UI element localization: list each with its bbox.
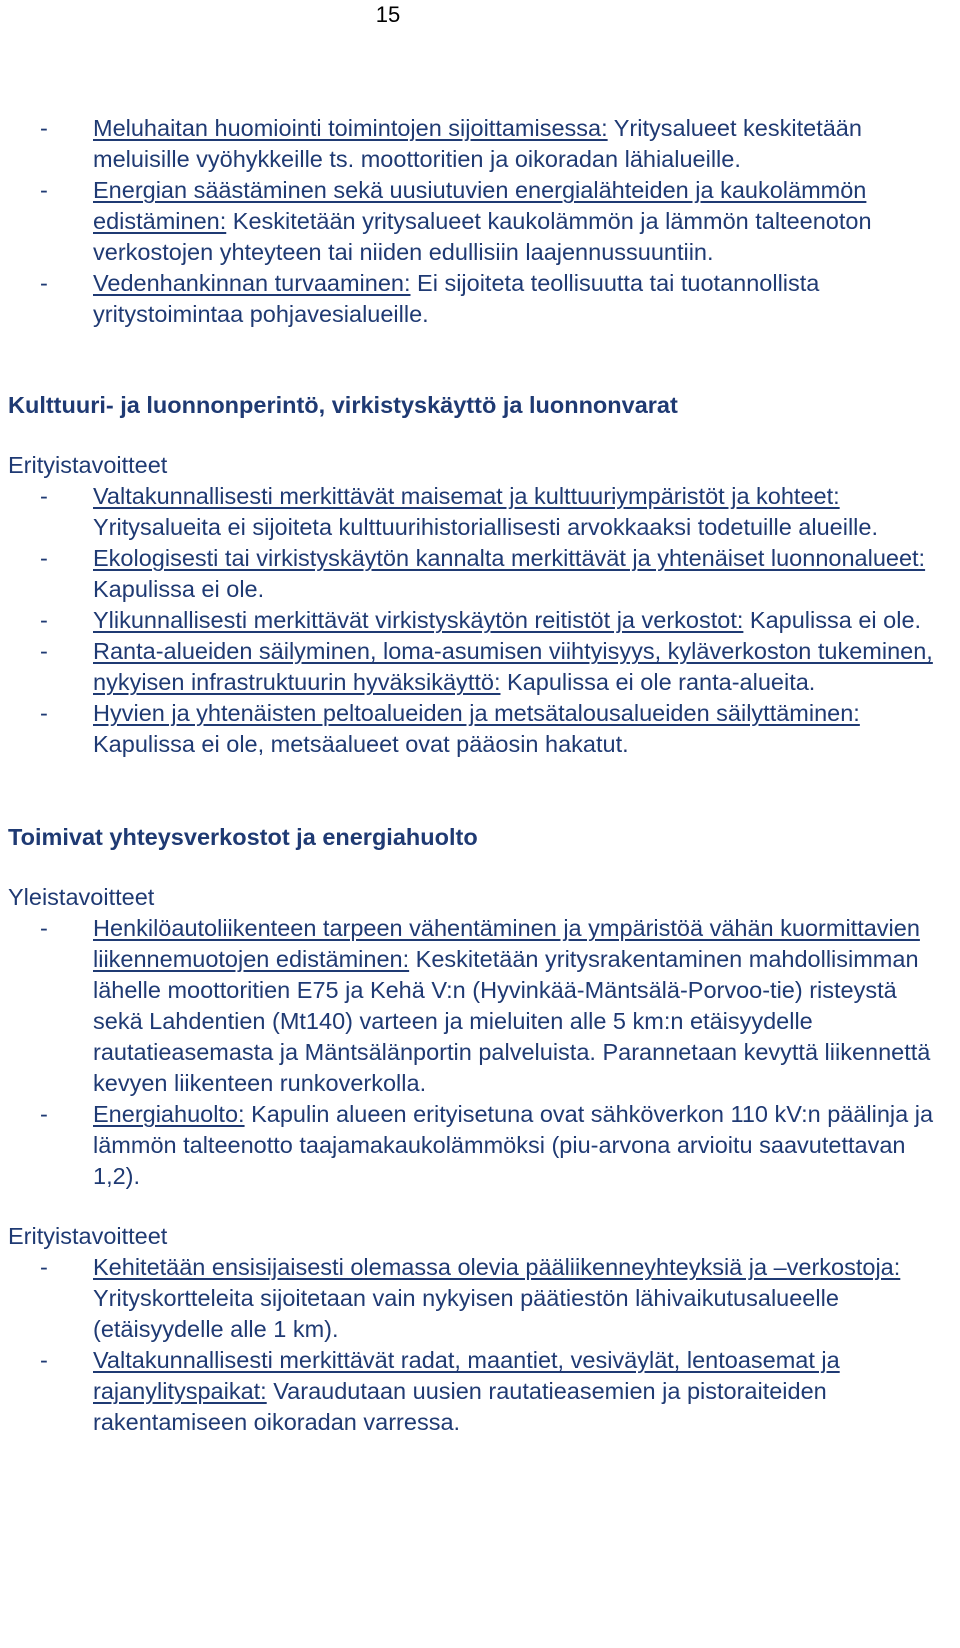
- culture-list: [0, 481, 960, 760]
- item-label: Ekologisesti tai virkistyskäytön kannalta merkittävät ja yhtenäiset luonnonalueet:: [93, 545, 926, 571]
- item-label: Valtakunnallisesti merkittävät radat, maantiet, vesiväylät, lentoasemat ja rajanylityspaikat:: [93, 1347, 840, 1404]
- item-text: Yrityskortteleita sijoitetaan vain nykyisen päätiestön lähivaikutusalueelle (etäisyydelle alle 1 km).: [93, 1285, 839, 1342]
- item-text: Keskitetään yritysrakentaminen mahdollisimman lähelle moottoritien E75 ja Kehä V:n (Hyvinkää-Mäntsälä-Porvoo-tie) risteystä sekä Lahdentien (Mt140) varteen ja mieluiten alle 5 km:n etäisyydelle rautatieasemasta ja Mäntsälänportin palveluista. Parannetaan kevyttä liikennettä kevyen liikenteen runkoverkolla.: [93, 946, 931, 1096]
- subheading-general-goals: Yleistavoitteet: [8, 884, 155, 910]
- list-item: - Ekologisesti tai virkistyskäytön kannalta merkittävät ja yhtenäiset luonnonalueet: Kapulissa ei ole.: [40, 545, 926, 602]
- item-label: Ylikunnallisesti merkittävät virkistyskäytön reitistöt ja verkostot:: [93, 607, 744, 633]
- item-label: Energian säästäminen sekä uusiutuvien energialähteiden ja kaukolämmön edistäminen:: [93, 177, 867, 234]
- item-label: Ranta-alueiden säilyminen, loma-asumisen viihtyisyys, kyläverkoston tukeminen, nykyisen infrastruktuurin hyväksikäyttö:: [93, 638, 933, 695]
- list-item: - Energiahuolto: Kapulin alueen erityisetuna ovat sähköverkon 110 kV:n päälinja ja lämmön talteenotto taajamakaukolämmöksi (piu-arvona arvioitu saavutettavan 1,2).: [40, 1101, 934, 1189]
- subheading-special-goals: Erityistavoitteet: [8, 1223, 168, 1249]
- list-item: - Energian säästäminen sekä uusiutuvien energialähteiden ja kaukolämmön edistäminen: Keskitetään yritysalueet kaukolämmön ja lämmön talteenoton verkostojen yhteyteen tai niiden edullisiin laajennussuuntiin.: [40, 177, 872, 265]
- list-item: - Ranta-alueiden säilyminen, loma-asumisen viihtyisyys, kyläverkoston tukeminen, nykyisen infrastruktuurin hyväksikäyttö: Kapulissa ei ole ranta-alueita.: [40, 638, 933, 695]
- top-list: [0, 113, 960, 330]
- item-label: Kehitetään ensisijaisesti olemassa olevia pääliikenneyhteyksiä ja –verkostoja:: [93, 1254, 901, 1280]
- item-text: Varaudutaan uusien rautatieasemien ja pistoraiteiden rakentamiseen oikoradan varressa.: [93, 1378, 827, 1435]
- networks-special-list: [0, 1252, 960, 1438]
- list-item: - Hyvien ja yhtenäisten peltoalueiden ja metsätalousalueiden säilyttäminen: Kapulissa ei ole, metsäalueet ovat pääosin hakatut.: [40, 700, 860, 757]
- list-item: - Valtakunnallisesti merkittävät radat, maantiet, vesiväylät, lentoasemat ja rajanylityspaikat: Varaudutaan uusien rautatieasemien ja pistoraiteiden rakentamiseen oikoradan varressa.: [40, 1347, 840, 1435]
- item-label: Hyvien ja yhtenäisten peltoalueiden ja metsätalousalueiden säilyttäminen:: [93, 700, 860, 726]
- networks-general-list: [0, 913, 960, 1192]
- item-text: Kapulissa ei ole.: [743, 607, 922, 633]
- item-text: Ei sijoiteta teollisuutta tai tuotannollista yritystoimintaa pohjavesialueille.: [93, 270, 820, 327]
- list-item: - Kehitetään ensisijaisesti olemassa olevia pääliikenneyhteyksiä ja –verkostoja: Yrityskortteleita sijoitetaan vain nykyisen päätiestön lähivaikutusalueelle (etäisyydelle alle 1 km).: [40, 1254, 901, 1342]
- section-heading-culture: Kulttuuri- ja luonnonperintö, virkistyskäyttö ja luonnonvarat: [8, 392, 678, 418]
- list-item: - Valtakunnallisesti merkittävät maisemat ja kulttuuriympäristöt ja kohteet: Yritysalueita ei sijoiteta kulttuurihistoriallisesti arvokkaaksi todetuille alueille.: [40, 483, 879, 540]
- item-label: Henkilöautoliikenteen tarpeen vähentäminen ja ympäristöä vähän kuormittavien liikennemuotojen edistäminen:: [93, 915, 920, 972]
- item-label: Vedenhankinnan turvaaminen:: [93, 270, 411, 296]
- section-heading-networks: Toimivat yhteysverkostot ja energiahuolto: [8, 824, 478, 850]
- item-text: Kapulissa ei ole, metsäalueet ovat pääosin hakatut.: [93, 731, 629, 757]
- list-item: - Meluhaitan huomiointi toimintojen sijoittamisessa: Yritysalueet keskitetään meluisille vyöhykkeille ts. moottoritien ja oikoradan lähialueille.: [40, 115, 862, 172]
- subheading-special-goals: Erityistavoitteet: [8, 452, 168, 478]
- item-label: Energiahuolto:: [93, 1101, 245, 1127]
- item-label: Meluhaitan huomiointi toimintojen sijoittamisessa:: [93, 115, 608, 141]
- item-text: Keskitetään yritysalueet kaukolämmön ja lämmön talteenoton verkostojen yhteyteen tai niiden edullisiin laajennussuuntiin.: [93, 208, 872, 265]
- page-number: 15: [375, 2, 401, 27]
- item-text: Yritysalueet keskitetään meluisille vyöhykkeille ts. moottoritien ja oikoradan lähialueille.: [93, 115, 862, 172]
- list-item: - Vedenhankinnan turvaaminen: Ei sijoiteta teollisuutta tai tuotannollista yritystoimintaa pohjavesialueille.: [40, 270, 820, 327]
- document-body: [0, 113, 960, 1438]
- item-label: Valtakunnallisesti merkittävät maisemat ja kulttuuriympäristöt ja kohteet:: [93, 483, 840, 509]
- item-text: Kapulissa ei ole.: [93, 576, 265, 602]
- list-item: - Ylikunnallisesti merkittävät virkistyskäytön reitistöt ja verkostot: Kapulissa ei ole.: [40, 607, 922, 633]
- item-text: Kapulin alueen erityisetuna ovat sähköverkon 110 kV:n päälinja ja lämmön talteenotto taajamakaukolämmöksi (piu-arvona arvioitu saavutettavan 1,2).: [93, 1101, 934, 1189]
- item-text: Yritysalueita ei sijoiteta kulttuurihistoriallisesti arvokkaaksi todetuille alueille.: [93, 514, 879, 540]
- item-text: Kapulissa ei ole ranta-alueita.: [500, 669, 816, 695]
- list-item: - Henkilöautoliikenteen tarpeen vähentäminen ja ympäristöä vähän kuormittavien liikennemuotojen edistäminen: Keskitetään yritysrakentaminen mahdollisimman lähelle moottoritien E75 ja Kehä V:n (Hyvinkää-Mäntsälä-Porvoo-tie) risteystä sekä Lahdentien (Mt140) varteen ja mieluiten alle 5 km:n etäisyydelle rautatieasemasta ja Mäntsälänportin palveluista. Parannetaan kevyttä liikennettä kevyen liikenteen runkoverkolla.: [40, 915, 931, 1096]
